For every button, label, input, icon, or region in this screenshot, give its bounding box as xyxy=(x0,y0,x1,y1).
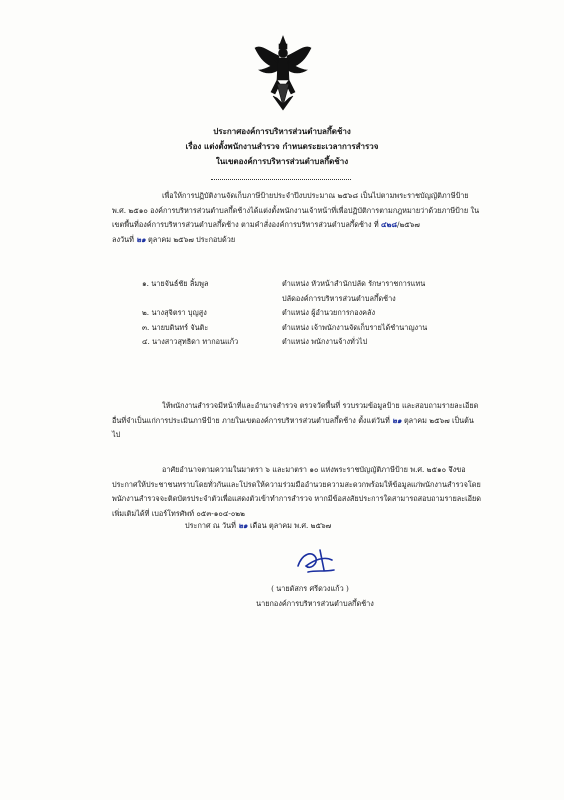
staff-name: ๑. นายจันธ์ชัย ลิ้มพูล xyxy=(142,279,209,288)
paragraph-1-date-suffix: ตุลาคม ๒๕๖๗ ประกอบด้วย xyxy=(148,234,236,244)
staff-position: ปลัดองค์การบริหารส่วนตำบลกึ้ดช้าง xyxy=(282,293,396,303)
paragraph-3-text: อาศัยอำนาจตามความในมาตรา ๖ และมาตรา ๑๐ แห่งพระราชบัญญัติภาษีป้าย พ.ศ. ๒๕๑๐ จึงขอประกาศให้ประชาชนทราบโดยทั่วกันและโปรดให้ความร่วมมืออำนวยความสะดวกพร้อมให้ข้อมูลแก่พนักงานสำรวจโดยพนักงานสำรวจจะติดบัตรประจำตัวเพื่อแสดงตัวเข้าทำการสำรวจ หากมีข้อสงสัยประการใดสามารถสอบถามรายละเอียดเพิ่มเติมได้ที่ เบอร์โทรศัพท์ ๐๕๓-๑๐๔-๐๒๒ xyxy=(112,465,482,518)
title-line-3: ในเขตองค์การบริหารส่วนตำบลกึ้ดช้าง xyxy=(215,156,349,166)
staff-name: ๓. นายบดินทร์ จันติะ xyxy=(142,322,209,332)
staff-name: ๔. นางสาวสุทธิดา ทากอนแก้ว xyxy=(142,337,239,346)
announce-day: ๒๑ xyxy=(238,521,248,530)
signer-title: นายกองค์การบริหารส่วนตำบลกึ้ดช้าง xyxy=(256,599,374,608)
title-line-1: ประกาศองค์การบริหารส่วนตำบลกึ้ดช้าง xyxy=(213,126,351,136)
paragraph-2-suffix: ตุลาคม ๒๕๖๗ เป็นต้นไป xyxy=(112,415,474,439)
staff-row xyxy=(142,321,482,336)
garuda-emblem-icon xyxy=(253,34,313,114)
announce-prefix: ประกาศ ณ วันที่ xyxy=(185,521,236,530)
paragraph-2-text: ให้พนักงานสำรวจมีหน้าที่และอำนาจสำรวจ ตรวจวัดพื้นที่ รวบรวมข้อมูลป้าย และสอบถามรายละเอียดอื่นที่จำเป็นแก่การประเมินภาษีป้าย ภายในเขตองค์การบริหารส่วนตำบลกึ้ดช้าง ตั้งแต่วันที่ xyxy=(112,401,479,425)
staff-row xyxy=(142,306,482,321)
staff-name: ๒. นางสุจิตรา บุญสูง xyxy=(142,308,207,317)
announce-suffix: เดือน ตุลาคม พ.ศ. ๒๕๖๗ xyxy=(250,521,332,530)
staff-row xyxy=(142,292,482,307)
title-divider xyxy=(211,178,351,180)
staff-position: ตำแหน่ง หัวหน้าสำนักปลัด รักษาราชการแทน xyxy=(282,279,426,288)
paragraph-1-text: เพื่อให้การปฏิบัติงานจัดเก็บภาษีป้ายประจำปีงบประมาณ ๒๕๖๘ เป็นไปตามพระราชบัญญัติภาษีป้าย พ.ศ. ๒๕๑๐ องค์การบริหารส่วนตำบลกึ้ดช้างได้แต่งตั้งพนักงานเจ้าหน้าที่เพื่อปฏิบัติการตามกฎหมายว่าด้วยภาษีป้าย ในเขตพื้นที่องค์การบริหารส่วนตำบลกึ้ดช้าง ตามคำสั่งองค์การบริหารส่วนตำบลกึ้ดช้าง ที่ xyxy=(112,191,480,229)
paragraph-1-day: ๒๑ xyxy=(136,234,146,244)
staff-position: ตำแหน่ง เจ้าพนักงานจัดเก็บรายได้ชำนาญงาน xyxy=(282,322,428,332)
document-title xyxy=(0,124,564,169)
staff-list xyxy=(142,277,482,350)
order-year: /๒๕๖๗ xyxy=(397,220,420,229)
staff-name xyxy=(142,292,282,307)
signer-name: ( นายดัสกร ศรีดวงแก้ว ) xyxy=(271,584,349,593)
paragraph-2-day: ๒๑ xyxy=(392,415,402,425)
staff-position: ตำแหน่ง พนักงานจ้างทั่วไป xyxy=(282,337,368,346)
announcement-date xyxy=(185,519,485,533)
paragraph-1-date-prefix: ลงวันที่ xyxy=(112,234,134,244)
staff-row xyxy=(142,335,482,350)
paragraph-2 xyxy=(112,399,482,443)
staff-position: ตำแหน่ง ผู้อำนวยการกองคลัง xyxy=(282,308,376,317)
staff-row xyxy=(142,277,482,292)
order-number: ๔๒๘ xyxy=(381,220,397,229)
title-line-2: เรื่อง แต่งตั้งพนักงานสำรวจ กำหนดระยะเวลาการสำรวจ xyxy=(185,141,379,151)
paragraph-1 xyxy=(112,189,482,247)
signature-mark xyxy=(290,540,340,580)
paragraph-3 xyxy=(112,463,482,521)
